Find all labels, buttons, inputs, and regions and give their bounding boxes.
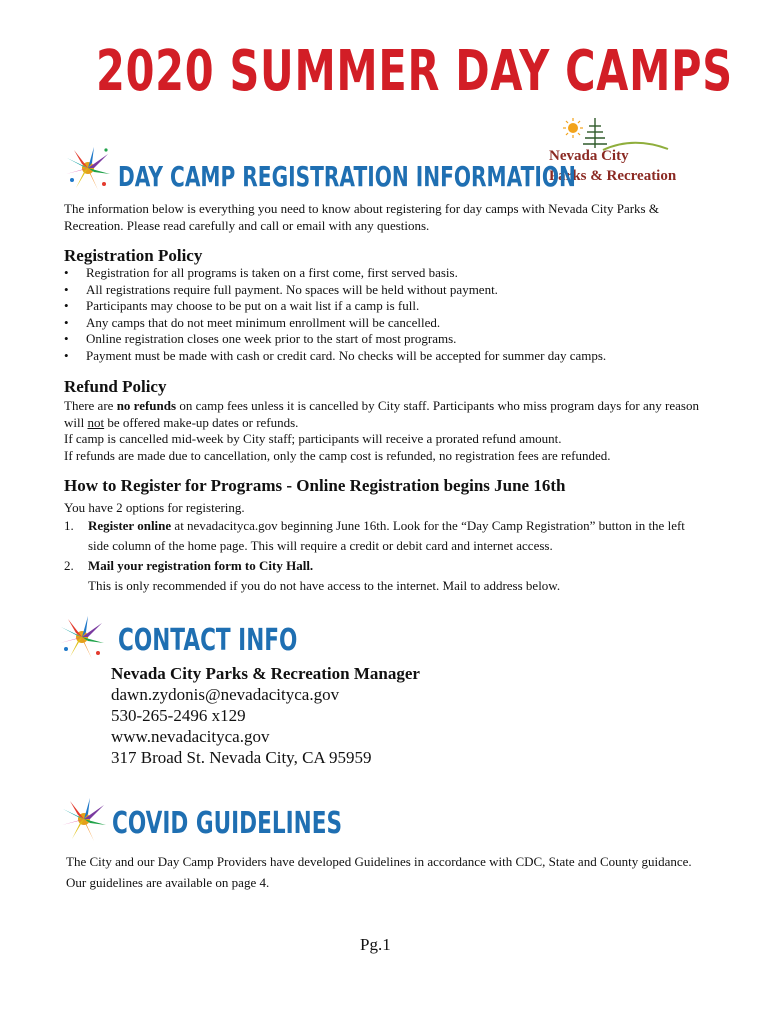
step-text: at nevadacityca.gov beginning June 16th. Look for the “Day Camp Registration” button in the left side column of the home page. This will require a credit or debit card and internet access. — [88, 518, 685, 553]
registration-policy-heading: Registration Policy — [64, 246, 203, 265]
not-emphasis: not — [87, 414, 105, 430]
contact-email[interactable]: dawn.zydonis@nevadacityca.gov — [111, 685, 340, 704]
list-item: • Payment must be made with cash or credit card. No checks will be accepted for summer day camps. — [64, 348, 606, 365]
registration-intro: The information below is everything you need to know about registering for day camps with Nevada City Parks & Recreation. Please read carefully and call or email with any questions. — [64, 201, 659, 233]
list-item: • Registration for all programs is taken on a first come, first served basis. — [64, 265, 606, 282]
how-to-register-heading: How to Register for Programs - Online Registration begins June 16th — [64, 476, 566, 495]
registration-info-heading: DAY CAMP REGISTRATION INFORMATION — [118, 160, 576, 193]
register-step — [64, 556, 704, 596]
refund-text: on camp fees unless it is cancelled by City staff. Participants who miss program days for any reason will — [64, 398, 699, 430]
paint-splash-icon — [58, 613, 106, 661]
register-steps — [64, 499, 704, 596]
step-title: Mail your registration form to City Hall. — [88, 558, 314, 573]
contact-phone: 530-265-2496 x129 — [111, 706, 246, 725]
paint-splash-icon — [64, 144, 112, 192]
list-item: • Any camps that do not meet minimum enrollment will be cancelled. — [64, 315, 606, 332]
contact-block — [111, 663, 420, 768]
logo-line-1: Nevada City — [549, 148, 629, 164]
refund-line-3: If refunds are made due to cancellation, only the camp cost is refunded, no registration fees are refunded. — [64, 447, 611, 463]
contact-address: 317 Broad St. Nevada City, CA 95959 — [111, 748, 372, 767]
step-number: 2. — [64, 558, 74, 573]
registration-policy-list — [64, 265, 606, 365]
contact-info-heading: CONTACT INFO — [118, 623, 298, 658]
refund-line-1 — [64, 398, 714, 431]
logo-line-2: Parks & Recreation — [549, 168, 677, 184]
list-item: • Online registration closes one week prior to the start of most programs. — [64, 331, 606, 348]
covid-text: The City and our Day Camp Providers have developed Guidelines in accordance with CDC, State and County guidance. Our guidelines are available on page 4. — [66, 854, 692, 890]
refund-line-2: If camp is cancelled mid-week by City staff; participants will receive a prorated refund amount. — [64, 431, 562, 446]
no-refunds-emphasis: no refunds — [116, 398, 177, 413]
page-title: 2020 SUMMER DAY CAMPS — [96, 39, 733, 104]
register-intro: You have 2 options for registering. — [64, 500, 245, 515]
refund-text: be offered make-up dates or refunds. — [104, 414, 299, 430]
refund-text: There are — [64, 398, 117, 413]
page-number: Pg.1 — [360, 935, 391, 954]
refund-policy-heading: Refund Policy — [64, 377, 167, 396]
paint-splash-icon — [60, 795, 108, 843]
contact-name: Nevada City Parks & Recreation Manager — [111, 664, 420, 683]
list-item: • Participants may choose to be put on a wait list if a camp is full. — [64, 298, 606, 315]
step-text: This is only recommended if you do not have access to the internet. Mail to address below. — [88, 578, 561, 593]
refund-policy-text — [64, 398, 714, 464]
register-step — [64, 516, 704, 556]
covid-guidelines-heading: COVID GUIDELINES — [112, 806, 343, 841]
step-title: Register online — [88, 518, 172, 533]
list-item: • All registrations require full payment. No spaces will be held without payment. — [64, 282, 606, 299]
contact-website[interactable]: www.nevadacityca.gov — [111, 727, 270, 746]
step-number: 1. — [64, 518, 74, 533]
